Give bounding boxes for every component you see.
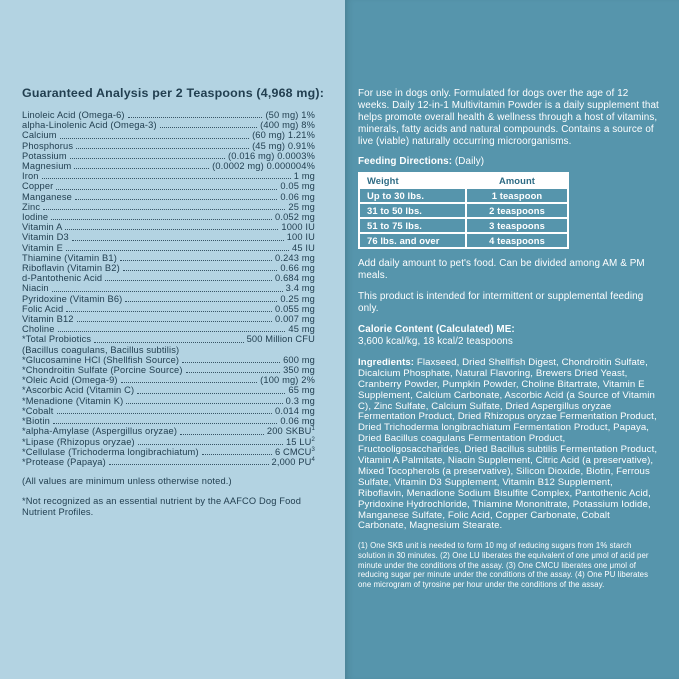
nutrient-value: (100 mg) 2% (260, 375, 315, 386)
nutrient-name: alpha-Linolenic Acid (Omega-3) (22, 120, 157, 131)
nutrient-value: 0.06 mg (280, 416, 315, 427)
amount-cell: 1 teaspoon (466, 188, 568, 203)
nutrient-row (22, 161, 315, 171)
nutrient-row (22, 314, 315, 324)
nutrient-row (22, 396, 315, 406)
ingredients-label: Ingredients: (358, 356, 415, 368)
nutrient-row (22, 324, 315, 334)
amount-cell: 4 teaspoons (466, 233, 568, 248)
nutrient-value: 350 mg (283, 365, 315, 376)
nutrient-value: 0.05 mg (280, 181, 315, 192)
nutrient-value: 0.06 mg (280, 191, 315, 202)
feeding-table-header-weight: Weight (359, 173, 466, 188)
dotted-leader (60, 138, 249, 139)
nutrient-value: 0.014 mg (275, 405, 315, 416)
nutrient-value: 0.007 mg (275, 314, 315, 325)
nutrient-value: 1 mg (293, 171, 315, 182)
nutrient-value: (0.0002 mg) 0.000004% (212, 161, 315, 172)
add-daily-note: Add daily amount to pet's food. Can be divided among AM & PM meals. (358, 258, 645, 282)
amount-cell: 3 teaspoons (466, 218, 568, 233)
calorie-content-value: 3,600 kcal/kg, 18 kcal/2 teaspoons (358, 335, 513, 347)
nutrient-row (22, 181, 315, 191)
nutrient-value: (50 mg) 1% (265, 110, 315, 120)
nutrient-row (22, 447, 315, 457)
feeding-table-body (359, 188, 568, 248)
nutrient-name: Pyridoxine (Vitamin B6) (22, 293, 123, 304)
ingredients-text: Flaxseed, Dried Shellfish Digest, Chondroitin Sulfate, Dicalcium Phosphate, Natural Flavoring, Brewers Dried Yeast, Cranberry Powder, Pumpkin Powder, Choline Bitartrate, Vitamin E Supplement, Calcium Carbonate, Ascorbic Acid (a Source of Vitamin C), Zinc Sulfate, Calcium Sulfate, Dried Aspergillus oryzae Fermentation Product, Dried Rhizopus oryzae Fermentation Product, Dried Trichoderma longibrachiatum Fermentation Product, Papaya, Dried Bacillus coagulans Fermentation Product, Fructooligosaccharides, Dried Bacillus subtilis Fermentation Product, Vitamin A Palmitate, Niacin Supplement, Citric Acid (a preservative), Mixed Tocopherols (a preservative), Silicon Dioxide, Biotin, Ferrous Sulfate, Vitamin D3 Supplement, Vitamin B12 Supplement, Riboflavin, Menadione Sodium Bisulfite Complex, Pantothenic Acid, Pyridoxine Hydrochloride, Thiamine Mononitrate, Potassium Iodide, Manganese Sulfate, Folic Acid, Copper Carbonate, Cobalt Carbonate, Magnesium Stearate. (358, 356, 658, 532)
nutrient-name: Thiamine (Vitamin B1) (22, 252, 117, 263)
feeding-table-row (359, 203, 568, 218)
nutrient-name: Riboflavin (Vitamin B2) (22, 263, 120, 274)
nutrient-value: 0.3 mg (285, 395, 315, 406)
nutrient-name: *Cobalt (22, 405, 54, 416)
nutrient-name: *Glucosamine HCl (Shellfish Source) (22, 354, 180, 365)
dotted-leader (121, 382, 257, 383)
nutrient-name: *Lipase (Rhizopus oryzae) (22, 436, 135, 447)
nutrient-value: 0.052 mg (275, 212, 315, 223)
dotted-leader (70, 158, 225, 159)
aafco-note: *Not recognized as an essential nutrient by the AAFCO Dog Food Nutrient Profiles. (22, 496, 302, 518)
nutrient-value: 200 SKBU$^1$ (266, 426, 315, 437)
feeding-table-row (359, 188, 568, 203)
dotted-leader (51, 219, 272, 220)
guaranteed-analysis-heading: Guaranteed Analysis per 2 Teaspoons (4,968 mg): (22, 86, 325, 100)
dotted-leader (58, 331, 286, 332)
dotted-leader (94, 342, 243, 343)
nutrient-name: *Ascorbic Acid (Vitamin C) (22, 385, 135, 396)
nutrient-value: 2,000 $PU^4$ (271, 456, 315, 467)
nutrient-name: Niacin (22, 283, 49, 294)
nutrient-value: 65 mg (288, 385, 315, 396)
nutrient-row (22, 130, 315, 140)
nutrient-row (22, 437, 315, 447)
dotted-leader (138, 444, 283, 445)
dotted-leader (75, 199, 277, 200)
nutrient-name: Calcium (22, 130, 57, 141)
nutrient-name: Vitamin E (22, 242, 63, 253)
intro-paragraph: For use in dogs only. Formulated for dogs over the age of 12 weeks. Daily 12-in-1 Multivitamin Powder is a daily supplement that helps promote overall health & wellness through a host of vitamins, minerals, fatty acids and natural compounds. Contains a source of live (viable) naturally occurring microorganisms. (358, 88, 659, 147)
dotted-leader (43, 209, 285, 210)
nutrient-value: 45 IU (292, 242, 315, 253)
dotted-leader (123, 270, 278, 271)
nutrient-row (22, 202, 315, 212)
nutrient-name: Iodine (22, 212, 49, 223)
dotted-leader (56, 189, 277, 190)
amount-cell: 2 teaspoons (466, 203, 568, 218)
nutrient-value: (45 mg) 0.91% (252, 140, 315, 151)
nutrient-value: 1000 IU (281, 222, 315, 233)
nutrient-value: 0.055 mg (275, 303, 315, 314)
feeding-table-row (359, 233, 568, 248)
nutrient-row (22, 243, 315, 253)
dotted-leader (160, 127, 257, 128)
nutrient-value: 45 mg (288, 324, 315, 335)
nutrient-row (22, 385, 315, 395)
enzyme-unit-footnotes: (1) One SKB unit is needed to form 10 mg of reducing sugars from 1% starch solution in 30 minutes. (2) One LU liberates the equivalent of one μmol of acid per minute under the conditions of the assay. (3) One CMCU liberates one μmol of reducing sugar per minute under the conditions of the assay. (4) One PU liberates one microgram of tyrosine per hour under the conditions of the assay. (358, 541, 649, 590)
nutrient-name: Potassium (22, 150, 67, 161)
dotted-leader (180, 434, 264, 435)
weight-cell: 51 to 75 lbs. (359, 218, 466, 233)
nutrient-name: *Oleic Acid (Omega-9) (22, 375, 118, 386)
nutrient-row (22, 273, 315, 283)
nutrient-name: Zinc (22, 201, 41, 212)
dotted-leader (65, 229, 278, 230)
feeding-directions-label: Feeding Directions: (358, 155, 453, 167)
nutrient-name: (Bacillus coagulans, Bacillus subtilis) (22, 344, 180, 355)
nutrient-row (22, 151, 315, 161)
nutrient-row (22, 120, 315, 130)
nutrient-name: *Cellulase (Trichoderma longibrachiatum) (22, 446, 199, 457)
weight-cell: 76 lbs. and over (359, 233, 466, 248)
dotted-leader (66, 311, 272, 312)
feeding-directions-heading (358, 156, 660, 168)
nutrient-name: *Total Probiotics (22, 334, 92, 345)
nutrient-name: Copper (22, 181, 54, 192)
nutrient-row (22, 304, 315, 314)
dotted-leader (109, 464, 269, 465)
dotted-leader (74, 168, 209, 169)
nutrient-name: d-Pantothenic Acid (22, 273, 103, 284)
nutrient-name: Iron (22, 171, 39, 182)
nutrient-row (22, 212, 315, 222)
nutrient-value: 0.66 mg (280, 263, 315, 274)
nutrient-value: 500 Million CFU (246, 334, 315, 345)
nutrient-name: Vitamin A (22, 222, 63, 233)
nutrient-name: Vitamin B12 (22, 314, 74, 325)
dotted-leader (76, 148, 249, 149)
nutrient-row (22, 232, 315, 242)
ingredients-paragraph (358, 358, 660, 533)
nutrient-name: *Chondroitin Sulfate (Porcine Source) (22, 365, 183, 376)
nutrient-row (22, 426, 315, 436)
nutrient-row (22, 334, 315, 344)
nutrient-name: Linoleic Acid (Omega-6) (22, 110, 125, 120)
nutrient-row (22, 345, 315, 355)
nutrient-name: *Biotin (22, 416, 50, 427)
nutrient-row (22, 222, 315, 232)
nutrient-value: 15 $LU^2$ (285, 436, 315, 447)
dotted-leader (120, 260, 272, 261)
nutrient-name: Magnesium (22, 161, 72, 172)
dotted-leader (57, 413, 272, 414)
nutrient-name: Folic Acid (22, 303, 64, 314)
nutrient-list (22, 110, 315, 467)
nutrient-name: *Protease (Papaya) (22, 456, 106, 467)
nutrient-value: 25 mg (288, 201, 315, 212)
dotted-leader (125, 301, 277, 302)
dotted-leader (137, 393, 285, 394)
nutrient-value: (60 mg) 1.21% (252, 130, 315, 141)
nutrient-value: (0.016 mg) 0.0003% (228, 150, 315, 161)
nutrient-row (22, 365, 315, 375)
dotted-leader (126, 403, 282, 404)
nutrient-row (22, 457, 315, 467)
nutrient-row (22, 375, 315, 385)
dotted-leader (53, 423, 277, 424)
intermittent-feeding-note: This product is intended for intermittent or supplemental feeding only. (358, 291, 644, 315)
calorie-content-label: Calorie Content (Calculated) ME: (358, 324, 515, 336)
dotted-leader (66, 250, 289, 251)
dotted-leader (52, 291, 283, 292)
weight-cell: 31 to 50 lbs. (359, 203, 466, 218)
dotted-leader (186, 372, 281, 373)
nutrient-value: (400 mg) 8% (260, 120, 315, 131)
nutrient-row (22, 192, 315, 202)
dotted-leader (72, 240, 284, 241)
dotted-leader (128, 117, 263, 118)
feeding-table-header-amount: Amount (466, 173, 568, 188)
nutrient-value: 3.4 mg (285, 283, 315, 294)
nutrient-value: 0.25 mg (280, 293, 315, 304)
dotted-leader (105, 280, 272, 281)
dotted-leader (77, 321, 272, 322)
nutrient-name: Phosphorus (22, 140, 74, 151)
nutrient-row (22, 416, 315, 426)
nutrient-row (22, 406, 315, 416)
nutrient-value: 6 CMCU$^3$ (274, 446, 315, 457)
usage-panel (345, 0, 679, 679)
nutrient-name: *alpha-Amylase (Aspergillus oryzae) (22, 426, 178, 437)
nutrient-row (22, 110, 315, 120)
nutrient-row (22, 171, 315, 181)
nutrient-row (22, 355, 315, 365)
feeding-table (358, 172, 569, 249)
nutrient-row (22, 294, 315, 304)
nutrient-row (22, 283, 315, 293)
dotted-leader (202, 454, 272, 455)
nutrient-row (22, 141, 315, 151)
feeding-table-row (359, 218, 568, 233)
dotted-leader (182, 362, 280, 363)
nutrient-value: 100 IU (286, 232, 315, 243)
minimum-values-note: (All values are minimum unless otherwise noted.) (22, 476, 232, 487)
feeding-table-header-row (359, 173, 568, 188)
nutrient-value: 0.243 mg (275, 252, 315, 263)
nutrient-name: Choline (22, 324, 55, 335)
nutrient-name: *Menadione (Vitamin K) (22, 395, 124, 406)
weight-cell: Up to 30 lbs. (359, 188, 466, 203)
nutrient-name: Manganese (22, 191, 72, 202)
nutrient-name: Vitamin D3 (22, 232, 69, 243)
nutrient-row (22, 253, 315, 263)
feeding-directions-frequency: (Daily) (452, 155, 485, 167)
nutrient-row (22, 263, 315, 273)
nutrient-value: 0.684 mg (275, 273, 315, 284)
nutrient-value: 600 mg (283, 354, 315, 365)
dotted-leader (42, 178, 291, 179)
